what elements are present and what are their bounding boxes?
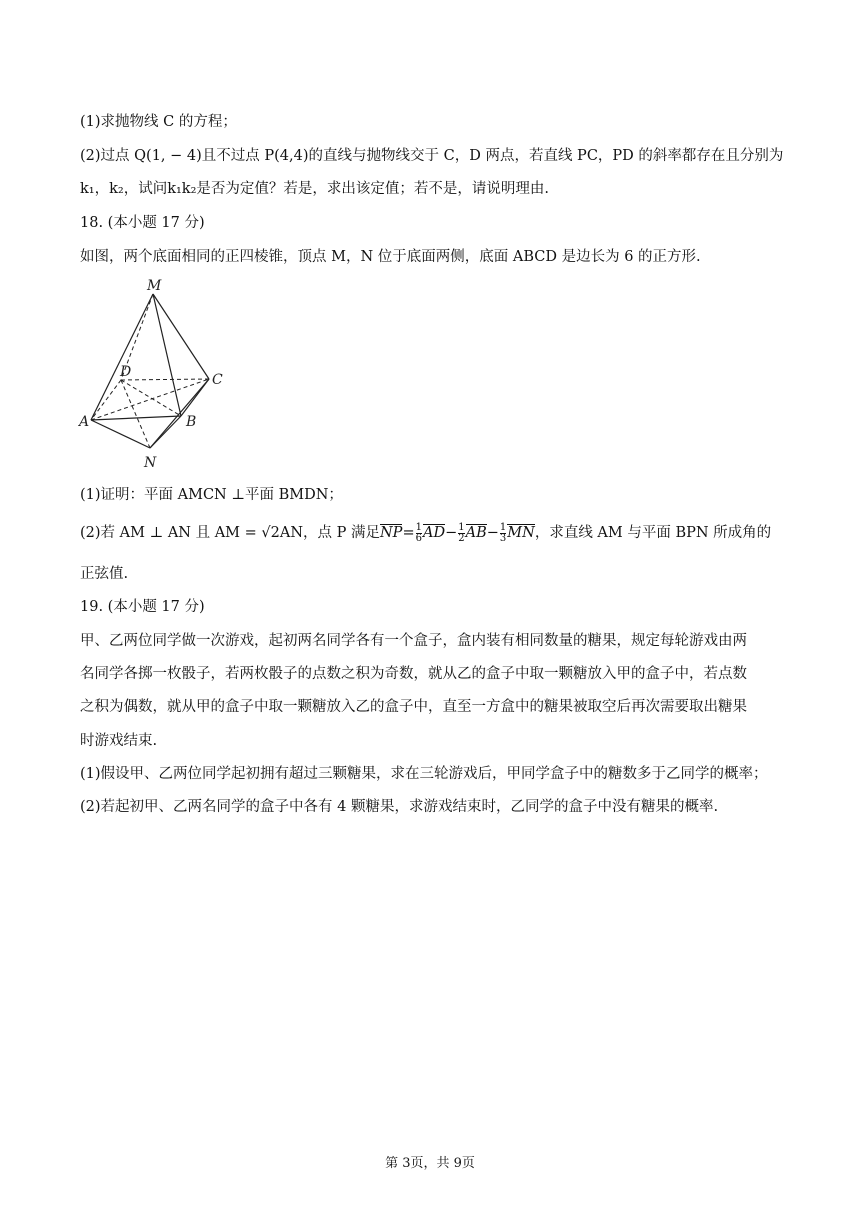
q18-intro: 如图，两个底面相同的正四棱锥，顶点 M，N 位于底面两侧，底面 ABCD 是边长为 6 的正方形. (80, 249, 701, 265)
edge-DN (121, 380, 150, 448)
q17-part2-line1: (2)过点 Q(1, − 4)且不过点 P(4,4)的直线与抛物线交于 C，D 两点，若直线 PC，PD 的斜率都存在且分别为 (80, 148, 784, 164)
q18-part2-line2: 正弦值. (80, 566, 129, 582)
minus-sign: − (486, 525, 499, 541)
q18-part2-post: ，求直线 AM 与平面 BPN 所成角的 (534, 525, 772, 541)
q19-line4: 时游戏结束. (80, 733, 158, 749)
edge-DC (121, 379, 209, 380)
diag-DB (121, 380, 181, 416)
q18-header: 18. (本小题 17 分) (80, 215, 205, 231)
q19-line1: 甲、乙两位同学做一次游戏，起初两名同学各有一个盒子，盒内装有相同数量的糖果，规定每轮游戏由两 (80, 633, 747, 649)
q17-part2-line2: k₁，k₂，试问k₁k₂是否为定值？若是，求出该定值；若不是，请说明理由. (80, 181, 550, 197)
label-N: N (144, 455, 157, 471)
label-M: M (147, 278, 162, 294)
vector-AD: AD (422, 525, 446, 541)
q17-part1: (1)求抛物线 C 的方程； (80, 114, 237, 130)
page-footer: 第 3页，共 9页 (385, 1156, 475, 1171)
vector-AB: AB (465, 525, 487, 541)
q18-part2-line1 (80, 520, 771, 546)
fraction-1-6: $\frac{1}{6}$ (415, 521, 422, 544)
label-C: C (212, 372, 223, 388)
q19-part2: (2)若起初甲、乙两名同学的盒子中各有 4 颗糖果，求游戏结束时，乙同学的盒子中没有糖果的概率. (80, 799, 719, 815)
label-B: B (186, 414, 197, 430)
fraction-1-3: $\frac{1}{3}$ (499, 521, 507, 544)
vector-MN: MN (507, 525, 535, 541)
double-pyramid-figure (78, 276, 238, 476)
q19-line2: 名同学各掷一枚骰子，若两枚骰子的点数之积为奇数，就从乙的盒子中取一颗糖放入甲的盒子中，若点数 (80, 666, 747, 682)
edge-MA (91, 294, 153, 420)
label-A: A (79, 414, 90, 430)
edge-AN (91, 420, 150, 448)
edge-DA (91, 380, 121, 420)
q18-part2-pre: (2)若 AM ⊥ AN 且 AM = √2AN，点 P 满足 (80, 525, 380, 541)
q19-header: 19. (本小题 17 分) (80, 599, 205, 615)
eq-sign: = (402, 525, 415, 541)
label-D: D (120, 364, 132, 380)
edge-MC (153, 294, 209, 379)
edge-MB (153, 294, 181, 416)
q19-part1: (1)假设甲、乙两位同学起初拥有超过三颗糖果，求在三轮游戏后，甲同学盒子中的糖数多于乙同学的概率； (80, 766, 768, 782)
q18-part1: (1)证明：平面 AMCN ⊥平面 BMDN； (80, 487, 343, 503)
q19-line3: 之积为偶数，就从甲的盒子中取一颗糖放入乙的盒子中，直至一方盒中的糖果被取空后再次需要取出糖果 (80, 699, 747, 715)
minus-sign: − (445, 525, 458, 541)
edge-AB (91, 416, 181, 420)
vector-NP: NP (379, 525, 403, 541)
fraction-1-2: $\frac{1}{2}$ (458, 521, 465, 544)
